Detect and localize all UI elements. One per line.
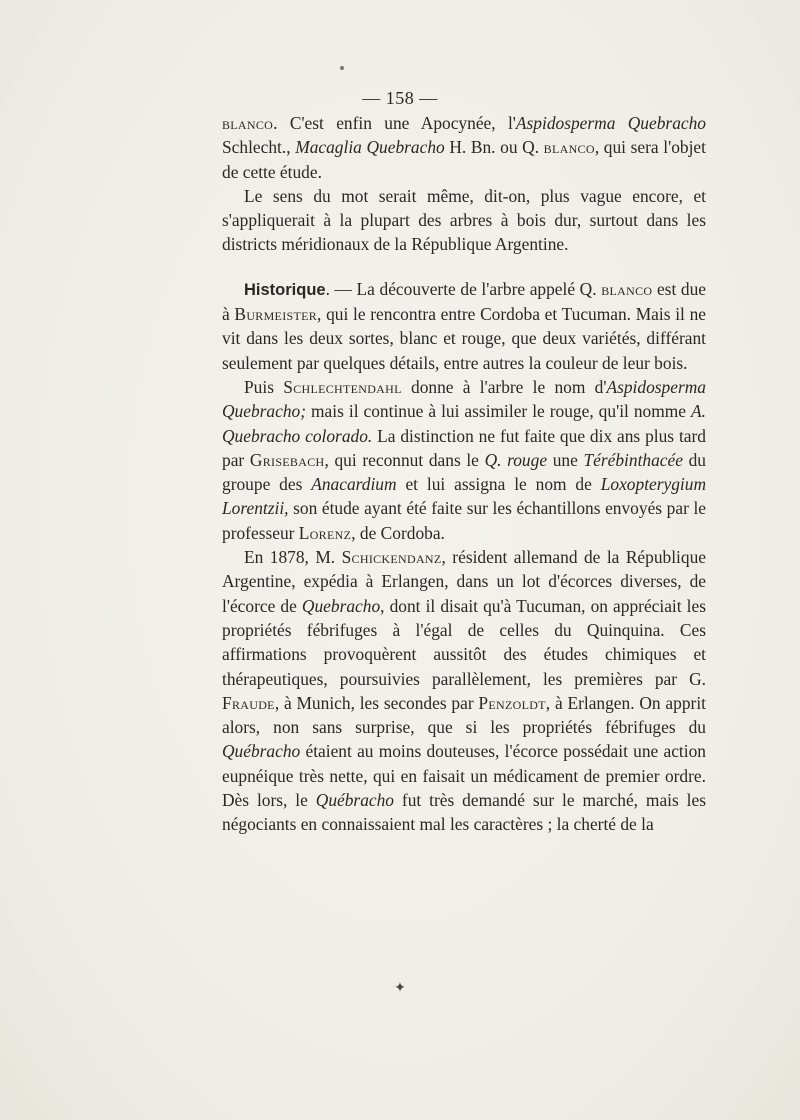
ink-dot xyxy=(340,66,344,70)
taxon-abbrev: blanco xyxy=(222,113,274,133)
page-number: — 158 — xyxy=(362,88,438,108)
text-run: , à Munich, les secondes par xyxy=(274,692,479,713)
species-name: Quebracho xyxy=(301,595,381,616)
paragraph-1 xyxy=(222,111,706,184)
text-run: , qui reconnut dans le xyxy=(324,449,485,470)
ornament-icon: ✦ xyxy=(394,981,406,996)
text-run: , dont il disait qu'à Tucuman, on appréciait les propriétés fébrifuges à l'égal de celles du Quinquina. Ces affirmations provoquèrent aussitôt des études chimiques et thérapeutiques, poursuivies parallèlement, les premières par G. xyxy=(222,595,706,689)
text-run: étaient au moins douteuses, l'écorce possédait une action eupnéique très nette, qui en faisait un médicament de premier ordre. Dès lors, le xyxy=(222,741,706,811)
text-run: est due à xyxy=(222,278,706,325)
section-gap xyxy=(222,257,706,277)
text-run: donne à l'arbre le nom d' xyxy=(401,376,607,397)
species-name: Loxopterygium Lorentzii, xyxy=(222,474,707,519)
paragraph-historique xyxy=(222,277,706,375)
species-name: A. Quebracho colorado. xyxy=(222,401,706,446)
text-run: H. Bn. ou Q. xyxy=(444,137,544,158)
family-name: Térébinthacée xyxy=(583,449,683,470)
text-run: . C'est enfin une Apocynée, l' xyxy=(273,113,516,133)
author-name: Grisebach xyxy=(249,449,325,470)
text-run: et lui assigna le nom de xyxy=(396,474,601,495)
text-run: . — La découverte de l'arbre appelé Q. xyxy=(325,278,602,299)
text-run: fut très demandé sur le marché, mais les négociants en connaissaient mal les caractères ; la cherté de la xyxy=(222,790,706,835)
text-run: , résident allemand de la République Argentine, expédia à Erlangen, dans un lot d'écorces diverses, de l'écorce de xyxy=(222,547,706,616)
author-name: Fraude xyxy=(222,692,275,713)
section-heading: Historique xyxy=(244,280,326,299)
taxon-abbrev: blanco xyxy=(543,137,595,158)
species-name: Aspidosperma Quebracho xyxy=(515,113,706,133)
text-run: , de Cordoba. xyxy=(351,522,445,543)
genus-name: Anacardium xyxy=(311,474,397,495)
species-name: Québracho xyxy=(222,741,301,762)
author-name: Schickendanz xyxy=(341,547,442,568)
text-run: La distinction ne fut faite que dix ans plus tard par xyxy=(222,425,706,470)
author-name: Schlechtendahl xyxy=(283,376,402,397)
text-run: , à Erlangen. On apprit alors, non sans surprise, que si les propriétés fébrifuges du xyxy=(222,692,706,738)
text-run: mais il continue à lui assimiler le rouge, qu'il nomme xyxy=(306,401,692,422)
text-run: , qui sera l'objet de cette étude. xyxy=(222,137,706,182)
species-name: Q. rouge xyxy=(484,449,548,470)
taxon-abbrev: blanco xyxy=(601,278,653,299)
page-body xyxy=(222,111,706,837)
species-name: Québracho xyxy=(315,790,395,811)
author-name: Lorenz xyxy=(298,522,352,543)
text-run: son étude ayant été faite sur les échantillons envoyés par le professeur xyxy=(222,498,706,543)
text-run: du groupe des xyxy=(222,449,706,495)
author-name: Burmeister xyxy=(234,304,318,325)
text-run: , qui le rencontra entre Cordoba et Tucuman. Mais il ne vit dans les deux sortes, blanc et rouge, que deux variétés, différant seulement par quelques détails, entre autres la couleur de leur bois. xyxy=(222,304,706,373)
species-name: Macaglia Quebracho xyxy=(295,137,445,158)
species-name: Aspidosperma Quebracho; xyxy=(222,376,706,422)
paragraph-2: Le sens du mot serait même, dit-on, plus vague encore, et s'appliquerait à la plupart des arbres à bois dur, surtout dans les districts méridionaux de la République Argentine. xyxy=(222,185,706,255)
paragraph-5 xyxy=(222,545,706,837)
paragraph-4 xyxy=(222,375,706,545)
text-run: une xyxy=(547,449,584,470)
author-name: Penzoldt xyxy=(478,692,546,713)
text-run: Puis xyxy=(244,376,284,397)
text-run: En 1878, M. xyxy=(244,547,342,568)
text-run: Schlecht., xyxy=(222,137,296,158)
